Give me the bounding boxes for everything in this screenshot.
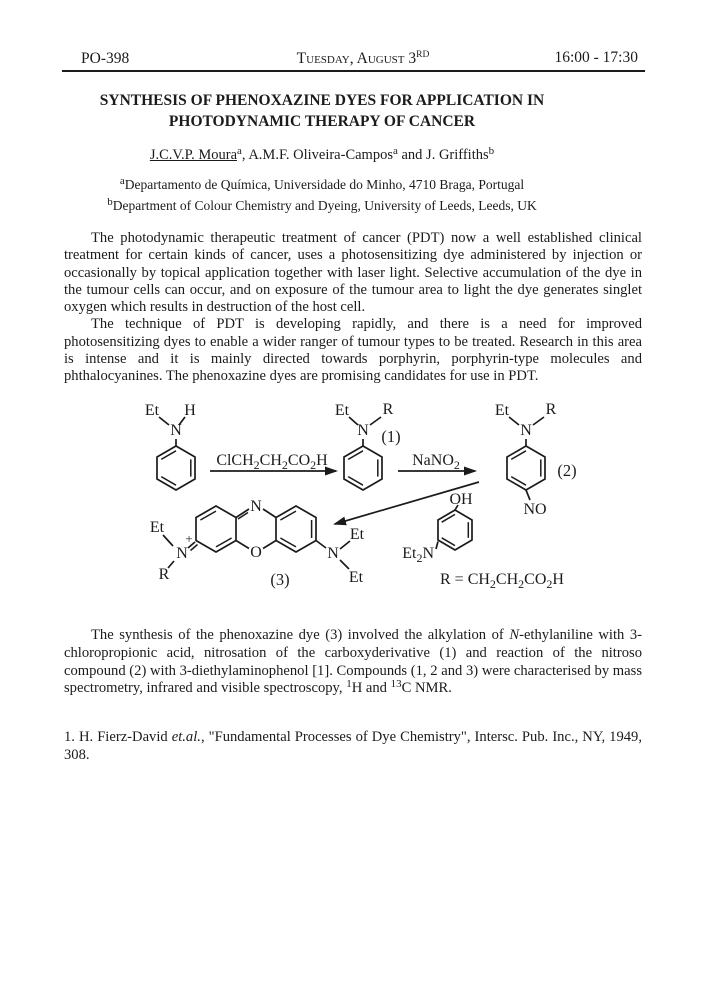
session-code: PO-398 (81, 50, 130, 67)
compound-3-number: (3) (270, 570, 290, 589)
amine-nitrogen-label: N (327, 545, 339, 562)
header-rule (62, 70, 645, 72)
author-line (62, 147, 582, 164)
author-1: J.C.V.P. Moura (149, 147, 237, 163)
nitrosation-arrow (398, 452, 475, 472)
paragraph-2: The technique of PDT is developing rapidly, and there is a need for improved photosensitizing dyes to enable a wider ranger of tumour types to be treated. Research in this area is intense and it is mainly directed towards porphyrin, porphyrin-type molecules and phthalocyanines. The phenoxazine dyes are promising candidates for use in PDT. (64, 316, 642, 385)
affiliation-b-text: Department of Colour Chemistry and Dyeing, University of Leeds, Leeds, UK (112, 198, 537, 213)
reference-block (64, 729, 642, 765)
ethyl-label: Et (494, 402, 510, 419)
italic-n: N (509, 627, 520, 643)
nitrogen-label: N (520, 422, 532, 439)
r-group-definition (440, 571, 564, 591)
ethyl-label: Et (348, 569, 364, 586)
r-definition-text: $R = CH_2CH_2CO_2H$ (440, 571, 564, 591)
paragraph-3: The synthesis of the phenoxazine dye (3) involved the alkylation of N-ethylaniline with 3-chloropropionic acid, nitrosation of the carboxyderivative (1) and reaction of the nitroso compound (2) with 3-diethylaminophenol [1]. Compounds (1, 2 and 3) were characterised by mass spectrometry, infrared and visible spectroscopy, $^1$H and $^{13}$C NMR. (64, 627, 643, 697)
paragraph-1: The photodynamic therapeutic treatment of cancer (PDT) now a well established clinical treatment for certain kinds of cancer, uses a photosensitizing dye administered by injection or occasionally by topical application together with laser light. Selective accumulation of the dye in the tumour cells can occur, and on exposure of the tumour area to light the dye generates singlet oxygen which results in destruction of the host cell. (64, 230, 642, 316)
r-group-label: R (158, 566, 170, 583)
session-day-ordinal: RD (416, 50, 430, 60)
affiliation-block (62, 174, 582, 216)
hydroxyl-label: OH (449, 491, 473, 508)
nitrogen-label: N (170, 422, 182, 439)
ring-oxygen-label: O (250, 544, 262, 561)
superscript-1: 1 (346, 678, 352, 691)
iminium-nitrogen-label: N (176, 545, 188, 562)
reaction-scheme-figure (130, 398, 590, 598)
author-2-affiliation-mark: a (392, 145, 398, 157)
author-2: , A.M.F. Oliveira-Campos (241, 147, 393, 163)
n-ethylaniline-structure (145, 402, 196, 490)
abstract-body (64, 230, 642, 386)
affiliation-a-mark: a (119, 175, 125, 187)
affiliation-b (62, 195, 582, 216)
compound-2-structure (495, 401, 577, 518)
hydrogen-label: H (184, 402, 196, 419)
et-al: et.al. (171, 729, 201, 745)
r-group-label: R (545, 401, 557, 418)
affiliation-a-text: Departamento de Química, Universidade do Minho, 4710 Braga, Portugal (124, 177, 525, 192)
affiliation-b-mark: b (107, 196, 113, 208)
ethyl-label: Et (144, 402, 160, 419)
ethyl-label: Et (149, 519, 165, 536)
nitroso-label: NO (523, 501, 547, 518)
diethylamino-label: $Et_2N$ (402, 545, 434, 565)
r-group-label: R (382, 401, 394, 418)
paper-title: SYNTHESIS OF PHENOXAZINE DYES FOR APPLICATION IN PHOTODYNAMIC THERAPY OF CANCER (99, 92, 545, 130)
session-time: 16:00 - 17:30 (554, 49, 638, 66)
ring-nitrogen-label: N (250, 498, 262, 515)
reagent-sodium-nitrite: NaNO$_2$ (412, 452, 460, 472)
author-1-affiliation-mark: a (237, 145, 242, 157)
compound-2-number: (2) (557, 461, 577, 480)
ethyl-label: Et (334, 402, 350, 419)
compound-1-number: (1) (381, 427, 401, 446)
nitrogen-label: N (357, 422, 369, 439)
affiliation-a (62, 174, 582, 195)
compound-3-phenoxazine-structure (150, 498, 365, 589)
ethyl-label: Et (349, 526, 365, 543)
session-day-text: Tuesday, August 3 (296, 50, 417, 67)
reference-1: 1. H. Fierz-David et.al., "Fundamental Processes of Dye Chemistry", Intersc. Pub. Inc., NY, 1949, 308. (64, 729, 642, 763)
synthesis-paragraph (64, 627, 642, 698)
compound-1-structure (335, 401, 401, 490)
alkylation-arrow (210, 452, 336, 472)
positive-charge-label: + (185, 531, 193, 546)
superscript-13: 13 (390, 678, 402, 691)
author-3-affiliation-mark: b (488, 145, 495, 157)
reagent-chloropropionic-acid: $ClCH_2CH_2CO_2H$ (216, 452, 328, 472)
author-3: and J. Griffiths (397, 147, 489, 163)
